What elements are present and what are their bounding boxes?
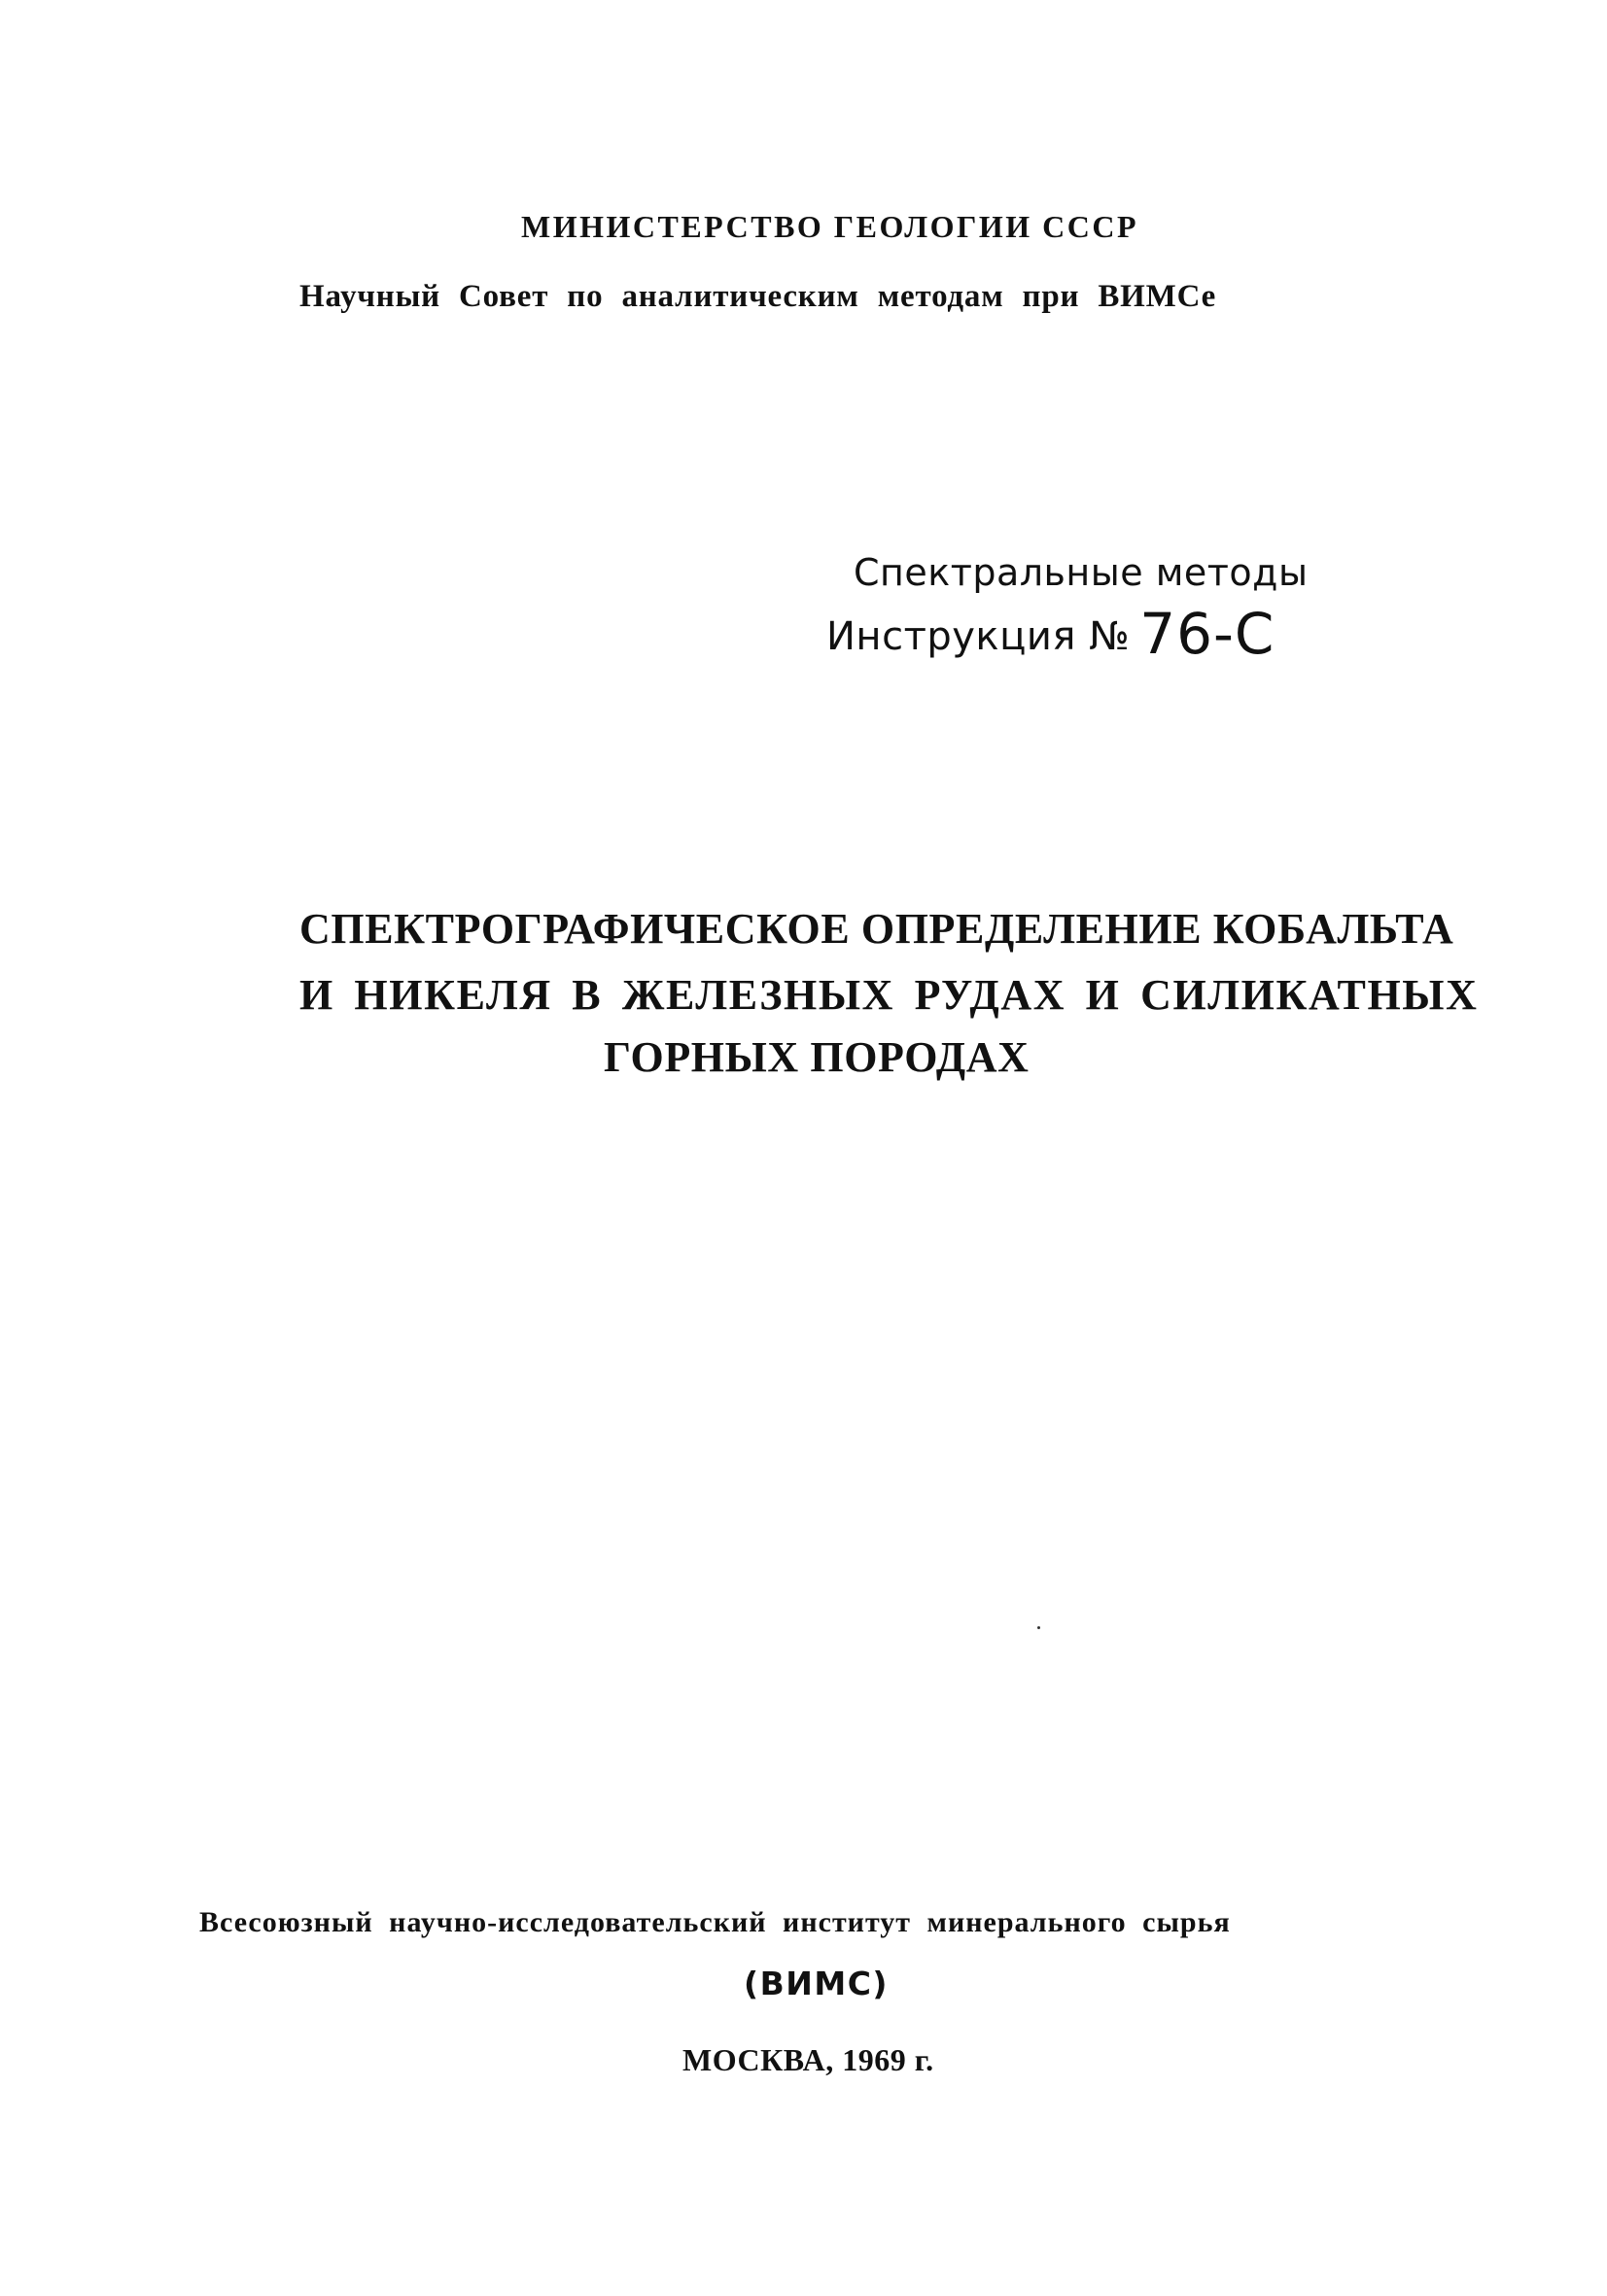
document-title-line-1: СПЕКТРОГРАФИЧЕСКОЕ ОПРЕДЕЛЕНИЕ КОБАЛЬТА <box>299 905 1454 953</box>
instruction-line <box>826 601 1275 667</box>
print-speck <box>1037 1626 1040 1629</box>
institute-abbreviation: (ВИМС) <box>744 1965 889 2002</box>
council-name: Научный Совет по аналитическим методам при ВИМСе <box>299 279 1217 314</box>
document-title-line-2: И НИКЕЛЯ В ЖЕЛЕЗНЫХ РУДАХ И СИЛИКАТНЫХ <box>299 971 1479 1019</box>
ministry-name: МИНИСТЕРСТВО ГЕОЛОГИИ СССР <box>521 209 1139 244</box>
instruction-label: Инструкция № <box>826 614 1131 659</box>
document-title-line-3: ГОРНЫХ ПОРОДАХ <box>604 1033 1030 1081</box>
place-and-year: МОСКВА, 1969 г. <box>682 2042 934 2077</box>
institute-name: Всесоюзный научно-исследовательский институт минерального сырья <box>199 1906 1231 1938</box>
instruction-number: 76-С <box>1139 601 1275 667</box>
series-label: Спектральные методы <box>854 551 1309 594</box>
